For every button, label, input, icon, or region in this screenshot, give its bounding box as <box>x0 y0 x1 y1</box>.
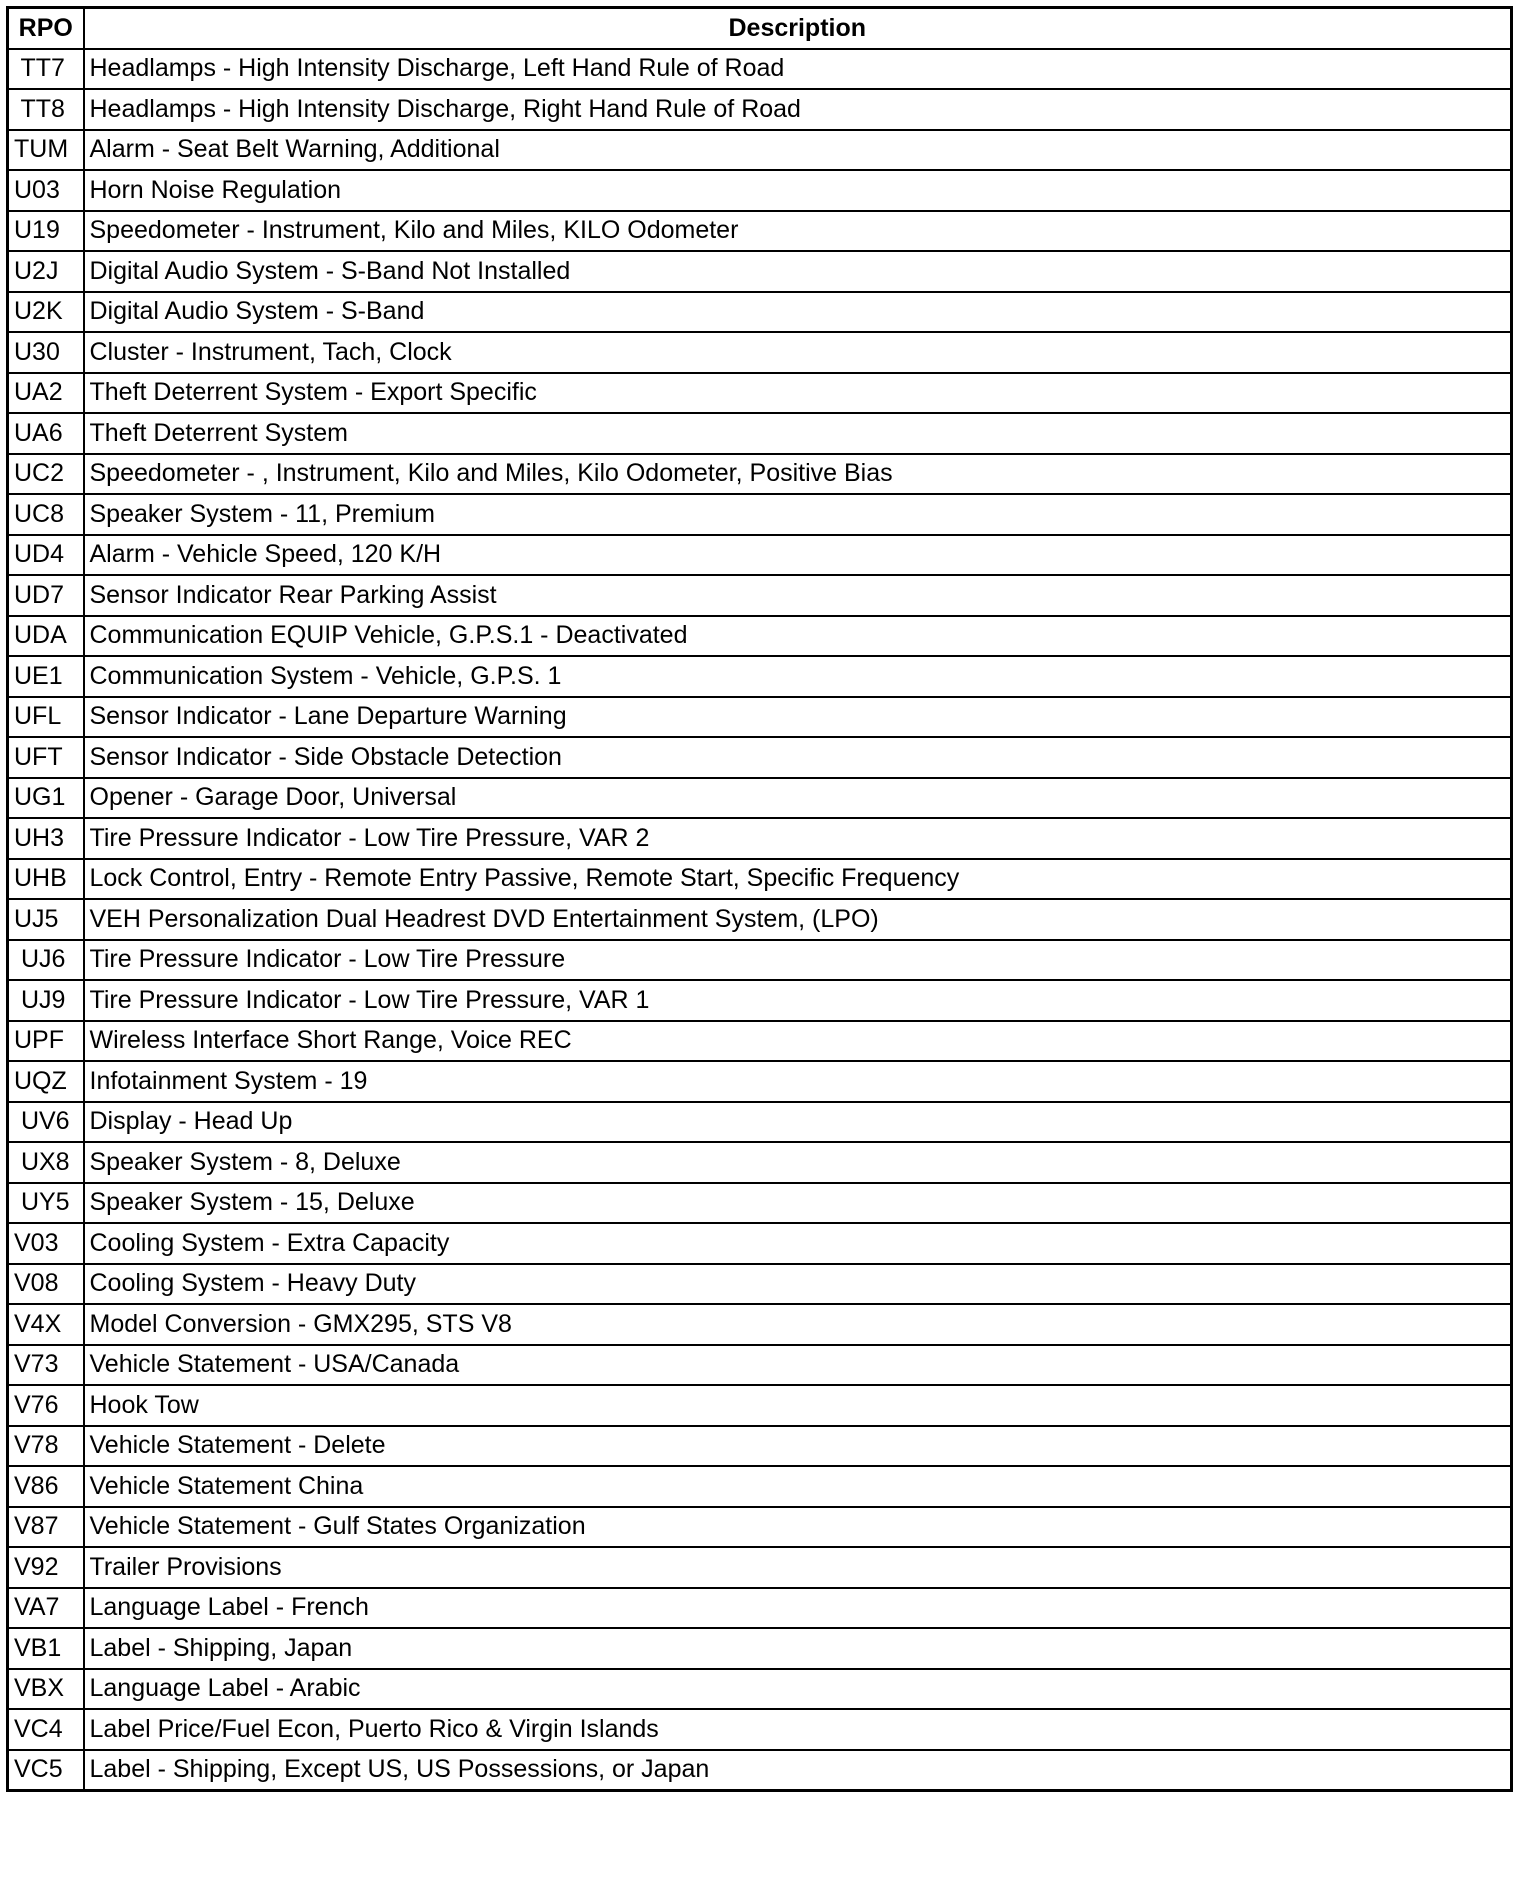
column-header-description: Description <box>84 8 1512 49</box>
table-row <box>8 251 1512 292</box>
rpo-code-cell: UHB <box>8 859 84 900</box>
description-cell: Lock Control, Entry - Remote Entry Passive, Remote Start, Specific Frequency <box>84 859 1512 900</box>
rpo-code-cell: UJ5 <box>8 899 84 940</box>
description-cell: Digital Audio System - S-Band <box>84 292 1512 333</box>
description-cell: Sensor Indicator - Lane Departure Warning <box>84 697 1512 738</box>
description-cell: Tire Pressure Indicator - Low Tire Pressure, VAR 2 <box>84 818 1512 859</box>
description-cell: Tire Pressure Indicator - Low Tire Pressure, VAR 1 <box>84 980 1512 1021</box>
table-row <box>8 575 1512 616</box>
rpo-code-cell: VBX <box>8 1669 84 1710</box>
table-row <box>8 1102 1512 1143</box>
rpo-code-cell: U30 <box>8 332 84 373</box>
rpo-code-cell: V92 <box>8 1547 84 1588</box>
description-cell: Speedometer - , Instrument, Kilo and Miles, Kilo Odometer, Positive Bias <box>84 454 1512 495</box>
rpo-code-cell: UPF <box>8 1021 84 1062</box>
table-body <box>8 49 1512 1791</box>
description-cell: Label Price/Fuel Econ, Puerto Rico & Virgin Islands <box>84 1709 1512 1750</box>
rpo-code-cell: UFT <box>8 737 84 778</box>
table-row <box>8 1345 1512 1386</box>
table-row <box>8 1142 1512 1183</box>
table-row <box>8 818 1512 859</box>
rpo-code-cell: U2J <box>8 251 84 292</box>
table-row <box>8 413 1512 454</box>
description-cell: Theft Deterrent System - Export Specific <box>84 373 1512 414</box>
description-cell: Speaker System - 11, Premium <box>84 494 1512 535</box>
table-row <box>8 859 1512 900</box>
table-row <box>8 373 1512 414</box>
table-row <box>8 980 1512 1021</box>
description-cell: Wireless Interface Short Range, Voice REC <box>84 1021 1512 1062</box>
description-cell: Speedometer - Instrument, Kilo and Miles, KILO Odometer <box>84 211 1512 252</box>
table-row <box>8 1669 1512 1710</box>
description-cell: Cluster - Instrument, Tach, Clock <box>84 332 1512 373</box>
table-row <box>8 130 1512 171</box>
rpo-code-cell: TT7 <box>8 49 84 90</box>
table-row <box>8 332 1512 373</box>
rpo-code-cell: V86 <box>8 1466 84 1507</box>
rpo-code-cell: U19 <box>8 211 84 252</box>
table-row <box>8 1547 1512 1588</box>
description-cell: Theft Deterrent System <box>84 413 1512 454</box>
rpo-code-cell: UA2 <box>8 373 84 414</box>
table-row <box>8 211 1512 252</box>
table-row <box>8 1426 1512 1467</box>
rpo-code-cell: UFL <box>8 697 84 738</box>
description-cell: Label - Shipping, Except US, US Possessions, or Japan <box>84 1750 1512 1791</box>
table-row <box>8 1264 1512 1305</box>
table-row <box>8 1183 1512 1224</box>
description-cell: Language Label - French <box>84 1588 1512 1629</box>
rpo-code-cell: V73 <box>8 1345 84 1386</box>
rpo-code-cell: VC4 <box>8 1709 84 1750</box>
description-cell: Speaker System - 8, Deluxe <box>84 1142 1512 1183</box>
description-cell: Cooling System - Extra Capacity <box>84 1223 1512 1264</box>
table-row <box>8 1750 1512 1791</box>
table-row <box>8 1021 1512 1062</box>
rpo-code-cell: UH3 <box>8 818 84 859</box>
rpo-code-cell: UDA <box>8 616 84 657</box>
rpo-code-cell: TT8 <box>8 89 84 130</box>
table-row <box>8 1061 1512 1102</box>
table-row <box>8 656 1512 697</box>
table-row <box>8 737 1512 778</box>
rpo-code-cell: UY5 <box>8 1183 84 1224</box>
table-row <box>8 778 1512 819</box>
column-header-rpo: RPO <box>8 8 84 49</box>
rpo-code-cell: UD4 <box>8 535 84 576</box>
description-cell: Language Label - Arabic <box>84 1669 1512 1710</box>
description-cell: Infotainment System - 19 <box>84 1061 1512 1102</box>
description-cell: Vehicle Statement - Delete <box>84 1426 1512 1467</box>
table-row <box>8 1588 1512 1629</box>
description-cell: Communication EQUIP Vehicle, G.P.S.1 - Deactivated <box>84 616 1512 657</box>
rpo-code-cell: TUM <box>8 130 84 171</box>
table-row <box>8 49 1512 90</box>
description-cell: Opener - Garage Door, Universal <box>84 778 1512 819</box>
rpo-code-cell: UD7 <box>8 575 84 616</box>
table-row <box>8 494 1512 535</box>
rpo-code-cell: V4X <box>8 1304 84 1345</box>
description-cell: Digital Audio System - S-Band Not Installed <box>84 251 1512 292</box>
rpo-code-cell: UC8 <box>8 494 84 535</box>
description-cell: Hook Tow <box>84 1385 1512 1426</box>
rpo-code-cell: UC2 <box>8 454 84 495</box>
description-cell: Alarm - Seat Belt Warning, Additional <box>84 130 1512 171</box>
description-cell: Vehicle Statement - Gulf States Organization <box>84 1507 1512 1548</box>
description-cell: VEH Personalization Dual Headrest DVD Entertainment System, (LPO) <box>84 899 1512 940</box>
description-cell: Vehicle Statement - USA/Canada <box>84 1345 1512 1386</box>
table-row <box>8 535 1512 576</box>
rpo-code-cell: V03 <box>8 1223 84 1264</box>
rpo-code-cell: U03 <box>8 170 84 211</box>
table-row <box>8 89 1512 130</box>
rpo-code-cell: UX8 <box>8 1142 84 1183</box>
description-cell: Model Conversion - GMX295, STS V8 <box>84 1304 1512 1345</box>
table-row <box>8 1466 1512 1507</box>
rpo-code-cell: UE1 <box>8 656 84 697</box>
description-cell: Headlamps - High Intensity Discharge, Right Hand Rule of Road <box>84 89 1512 130</box>
description-cell: Alarm - Vehicle Speed, 120 K/H <box>84 535 1512 576</box>
table-row <box>8 1223 1512 1264</box>
rpo-code-cell: V76 <box>8 1385 84 1426</box>
description-cell: Cooling System - Heavy Duty <box>84 1264 1512 1305</box>
rpo-code-cell: V78 <box>8 1426 84 1467</box>
rpo-code-cell: V87 <box>8 1507 84 1548</box>
rpo-code-cell: V08 <box>8 1264 84 1305</box>
rpo-code-cell: UG1 <box>8 778 84 819</box>
table-row <box>8 940 1512 981</box>
description-cell: Display - Head Up <box>84 1102 1512 1143</box>
rpo-code-cell: UA6 <box>8 413 84 454</box>
description-cell: Communication System - Vehicle, G.P.S. 1 <box>84 656 1512 697</box>
rpo-code-cell: VC5 <box>8 1750 84 1791</box>
description-cell: Headlamps - High Intensity Discharge, Left Hand Rule of Road <box>84 49 1512 90</box>
description-cell: Sensor Indicator Rear Parking Assist <box>84 575 1512 616</box>
rpo-code-cell: VA7 <box>8 1588 84 1629</box>
table-row <box>8 454 1512 495</box>
table-row <box>8 616 1512 657</box>
description-cell: Horn Noise Regulation <box>84 170 1512 211</box>
header-row <box>8 8 1512 49</box>
table-row <box>8 1304 1512 1345</box>
description-cell: Trailer Provisions <box>84 1547 1512 1588</box>
rpo-code-cell: VB1 <box>8 1628 84 1669</box>
table-row <box>8 1507 1512 1548</box>
description-cell: Sensor Indicator - Side Obstacle Detection <box>84 737 1512 778</box>
description-cell: Speaker System - 15, Deluxe <box>84 1183 1512 1224</box>
rpo-code-cell: UJ9 <box>8 980 84 1021</box>
table-row <box>8 292 1512 333</box>
description-cell: Vehicle Statement China <box>84 1466 1512 1507</box>
rpo-code-cell: UV6 <box>8 1102 84 1143</box>
table-row <box>8 899 1512 940</box>
table-row <box>8 1385 1512 1426</box>
description-cell: Label - Shipping, Japan <box>84 1628 1512 1669</box>
rpo-code-cell: U2K <box>8 292 84 333</box>
table-row <box>8 170 1512 211</box>
rpo-table <box>6 6 1513 1792</box>
description-cell: Tire Pressure Indicator - Low Tire Pressure <box>84 940 1512 981</box>
table-row <box>8 1709 1512 1750</box>
table-row <box>8 697 1512 738</box>
table-row <box>8 1628 1512 1669</box>
rpo-code-cell: UQZ <box>8 1061 84 1102</box>
rpo-code-cell: UJ6 <box>8 940 84 981</box>
